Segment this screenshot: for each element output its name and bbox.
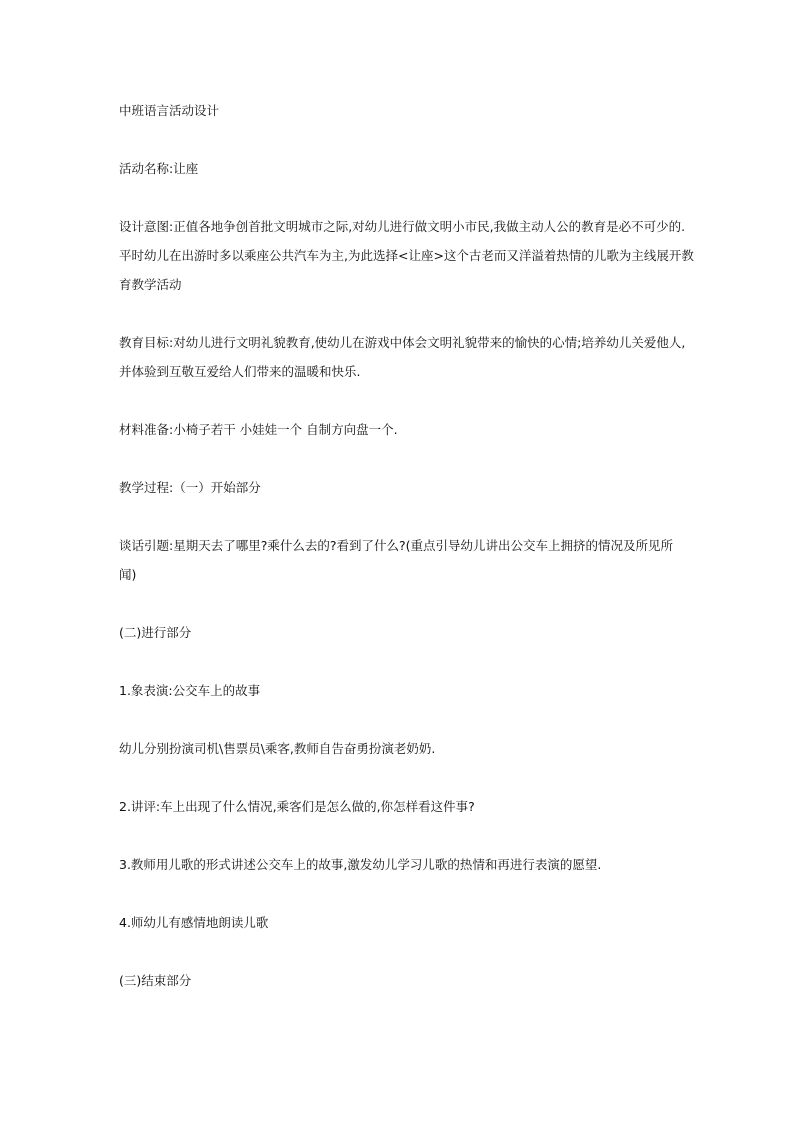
part2-heading: (二)进行部分 xyxy=(119,625,192,640)
design-intent-line-2: 平时幼儿在出游时多以乘座公共汽车为主,为此选择<让座>这个古老而又洋溢着热情的儿歌为主线展开教 xyxy=(119,248,694,263)
activity-name: 活动名称:让座 xyxy=(119,161,199,176)
education-goals-line-1: 教育目标:对幼儿进行文明礼貌教育,使幼儿在游戏中体会文明礼貌带来的愉快的心情;培养幼儿关爱他人, xyxy=(119,335,686,350)
intro-talk-line-1: 谈话引题:星期天去了哪里?乘什么去的?看到了什么?(重点引导幼儿讲出公交车上拥挤的情况及所见所 xyxy=(119,538,673,553)
step-1: 1.象表演:公交车上的故事 xyxy=(119,683,261,698)
education-goals-line-2: 并体验到互敬互爱给人们带来的温暖和快乐. xyxy=(119,364,361,379)
process-heading: 教学过程:（一）开始部分 xyxy=(119,480,261,495)
document-title: 中班语言活动设计 xyxy=(119,103,220,118)
design-intent-line-1: 设计意图:正值各地争创首批文明城市之际,对幼儿进行做文明小市民,我做主动人公的教育是必不可少的. xyxy=(119,219,686,234)
design-intent-line-3: 育教学活动 xyxy=(119,277,182,292)
step-3: 3.教师用儿歌的形式讲述公交车上的故事,激发幼儿学习儿歌的热情和再进行表演的愿望. xyxy=(119,857,602,872)
part3-heading: (三)结束部分 xyxy=(119,973,192,988)
intro-talk-line-2: 闻) xyxy=(119,567,137,582)
step-1-detail: 幼儿分别扮演司机\售票员\乘客,教师自告奋勇扮演老奶奶. xyxy=(119,741,436,756)
step-4: 4.师幼儿有感情地朗读儿歌 xyxy=(119,915,269,930)
step-2: 2.讲评:车上出现了什么情况,乘客们是怎么做的,你怎样看这件事? xyxy=(119,799,475,814)
materials: 材料准备:小椅子若干 小娃娃一个 自制方向盘一个. xyxy=(119,422,398,437)
